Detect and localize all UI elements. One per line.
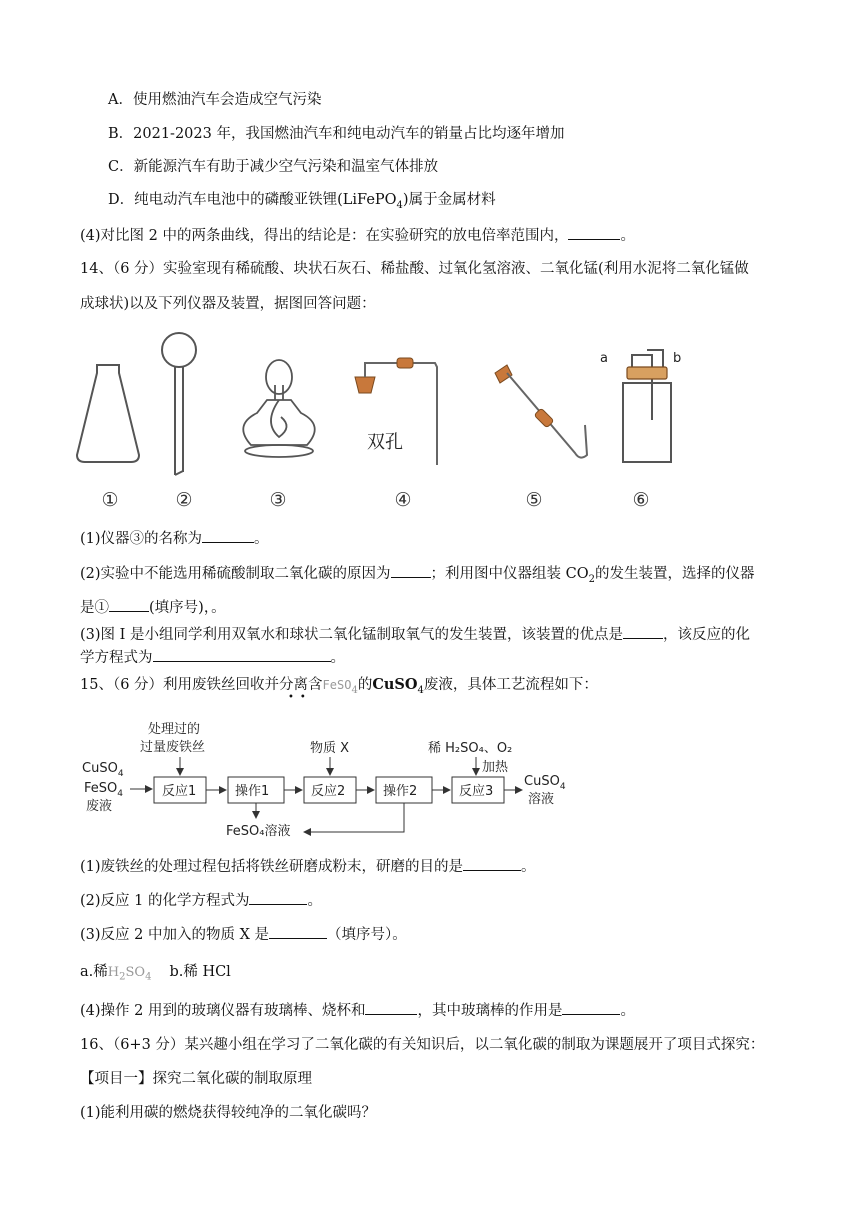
q16-project1: 【项目一】探究二氧化碳的制取原理 [80, 1071, 312, 1087]
arrow-feso4 [304, 803, 404, 832]
q16-line1: 16、（6+3 分）某兴趣小组在学习了二氧化碳的有关知识后，以二氧化碳的制取为课题展开了项目式探究： [80, 1037, 765, 1053]
q14-sub2-end: 的发生装置，选择的仪器 [595, 566, 755, 582]
q14-sub3-line2-post: 。 [330, 650, 345, 666]
q14-sub3-line2-pre: 学方程式为 [80, 650, 153, 666]
apparatus-figure [75, 325, 695, 495]
answer-blank[interactable] [249, 890, 307, 905]
q15-intro-pre: 15、（6 分）利用废铁丝回收并分离含 [80, 677, 323, 693]
add1-line1: 处理过的 [148, 722, 201, 737]
q14-line2: 成球状)以及下列仪器及装置，据图回答问题： [80, 296, 376, 312]
answer-blank[interactable] [365, 1000, 417, 1015]
port-a-label: a [600, 351, 608, 366]
box-reaction1-label: 反应1 [162, 784, 197, 799]
option-d [108, 190, 496, 216]
funnel-icon [162, 333, 196, 475]
q14-sub2-line2-post: (填序号)，。 [149, 600, 226, 616]
q14-sub2-line2 [80, 597, 226, 618]
figure-label-5: ⑤ [525, 489, 543, 511]
hole-label: 双孔 [367, 432, 403, 453]
figure-label-1: ① [101, 489, 119, 511]
answer-blank[interactable] [391, 563, 431, 578]
q15-opt-a: a.稀 [80, 964, 108, 980]
output-solution: 溶液 [528, 792, 555, 807]
q15-sub4-text: (4)操作 2 用到的玻璃仪器有玻璃棒、烧杯和 [80, 1003, 366, 1019]
q15-options [80, 962, 231, 988]
q14-sub2-text: (2)实验中不能选用稀硫酸制取二氧化碳的原因为 [80, 566, 391, 582]
q15-intro-mid: 的 [357, 677, 373, 693]
input-cuso4: CuSO$_4$ [82, 761, 124, 779]
port-b-label: b [673, 351, 682, 366]
q14-sub2 [80, 563, 755, 590]
option-d-post: )属于金属材料 [402, 192, 496, 208]
q15-sub4-mid: ，其中玻璃棒的作用是 [417, 1003, 563, 1019]
q14-line1: 14、（6 分）实验室现有稀硫酸、块状石灰石、稀盐酸、过氧化氢溶液、二氧化锰(利用水泥将二氧化锰做 [80, 261, 749, 277]
q15-sub4-end: 。 [620, 1003, 635, 1019]
output-cuso4: CuSO$_4$ [524, 774, 566, 792]
q15-sub3-end: （填序号）。 [327, 927, 407, 943]
q15-cuso4-sub: 4 [417, 684, 424, 696]
add2-label: 物质 X [310, 741, 350, 756]
delivery-tube-icon [495, 365, 587, 458]
q13-sub4-text: (4)对比图 2 中的两条曲线，得出的结论是：在实验研究的放电倍率范围内， [80, 228, 569, 244]
input-waste: 废液 [86, 799, 113, 814]
conical-flask-icon [77, 365, 139, 462]
q15-sub3 [80, 924, 407, 945]
q14-sub3-line2 [80, 647, 345, 668]
byproduct-label: FeSO₄溶液 [226, 824, 291, 839]
process-flowchart [78, 715, 578, 840]
input-feso4: FeSO$_4$ [84, 781, 123, 799]
q15-opt-a-formula: $H_2SO_4$ [107, 965, 152, 983]
answer-blank[interactable] [463, 856, 521, 871]
q14-sub3-text: (3)图 I 是小组同学利用双氧水和球状二氧化锰制取氧气的发生装置，该装置的优点是 [80, 627, 623, 643]
q14-sub1-end: 。 [254, 531, 269, 547]
q15-sub2 [80, 890, 322, 911]
q16-sub1: (1)能利用碳的燃烧获得较纯净的二氧化碳吗？ [80, 1105, 377, 1121]
answer-blank[interactable] [153, 647, 331, 662]
option-d-sub: 4 [396, 199, 403, 211]
q15-sub2-text: (2)反应 1 的化学方程式为 [80, 893, 250, 909]
box-operation2-label: 操作2 [383, 784, 418, 799]
add3-label: 稀 H₂SO₄、O₂ [428, 741, 513, 756]
answer-blank[interactable] [202, 528, 254, 543]
figure-label-2: ② [175, 489, 193, 511]
figure-label-3: ③ [269, 489, 287, 511]
answer-blank[interactable] [562, 1000, 620, 1015]
q15-sub1-text: (1)废铁丝的处理过程包括将铁丝研磨成粉末，研磨的目的是 [80, 859, 464, 875]
answer-blank[interactable] [109, 597, 149, 612]
q15-sub1 [80, 856, 536, 877]
option-a: A．使用燃油汽车会造成空气污染 [108, 92, 322, 108]
q15-sub3-text: (3)反应 2 中加入的物质 X 是 [80, 927, 270, 943]
q14-sub2-mid: ；利用图中仪器组装 CO [430, 566, 589, 582]
figure-label-6: ⑥ [632, 489, 650, 511]
answer-blank[interactable] [623, 624, 663, 639]
q14-sub3 [80, 624, 750, 645]
q15-intro-post: 废液，具体工艺流程如下： [423, 677, 598, 693]
q15-opt-b: b.稀 HCl [169, 964, 231, 980]
heat-label: 加热 [482, 760, 509, 775]
answer-blank[interactable] [269, 924, 327, 939]
box-reaction3-label: 反应3 [459, 784, 494, 799]
option-d-pre: D．纯电动汽车电池中的磷酸亚铁锂(LiFePO [108, 192, 397, 208]
q14-sub2-sub: 2 [588, 573, 596, 585]
q15-sub1-end: 。 [521, 859, 536, 875]
q15-feso4: FeSO [322, 678, 352, 692]
q13-sub4 [80, 225, 635, 246]
add1-line2: 过量废铁丝 [140, 740, 206, 755]
q14-sub2-line2-pre: 是① [80, 600, 109, 616]
q14-sub1 [80, 528, 269, 549]
q14-sub1-text: (1)仪器③的名称为 [80, 531, 203, 547]
option-b: B．2021-2023 年，我国燃油汽车和纯电动汽车的销量占比均逐年增加 [108, 126, 565, 142]
figure-label-4: ④ [394, 489, 412, 511]
option-c: C．新能源汽车有助于减少空气污染和温室气体排放 [108, 159, 439, 175]
answer-blank[interactable] [568, 225, 620, 240]
alcohol-lamp-icon [243, 360, 314, 457]
box-operation1-label: 操作1 [235, 784, 270, 799]
box-reaction2-label: 反应2 [311, 784, 346, 799]
q15-sub2-end: 。 [307, 893, 322, 909]
q13-sub4-end: 。 [620, 228, 635, 244]
emphasis-dots: •• [288, 692, 312, 703]
gas-bottle-icon [623, 350, 671, 462]
q14-sub3-end: ，该反应的化 [662, 627, 750, 643]
q15-intro [80, 675, 598, 701]
q15-cuso4: CuSO [372, 676, 418, 693]
q15-sub4 [80, 1000, 635, 1021]
q15-feso4-sub: 4 [351, 684, 358, 696]
